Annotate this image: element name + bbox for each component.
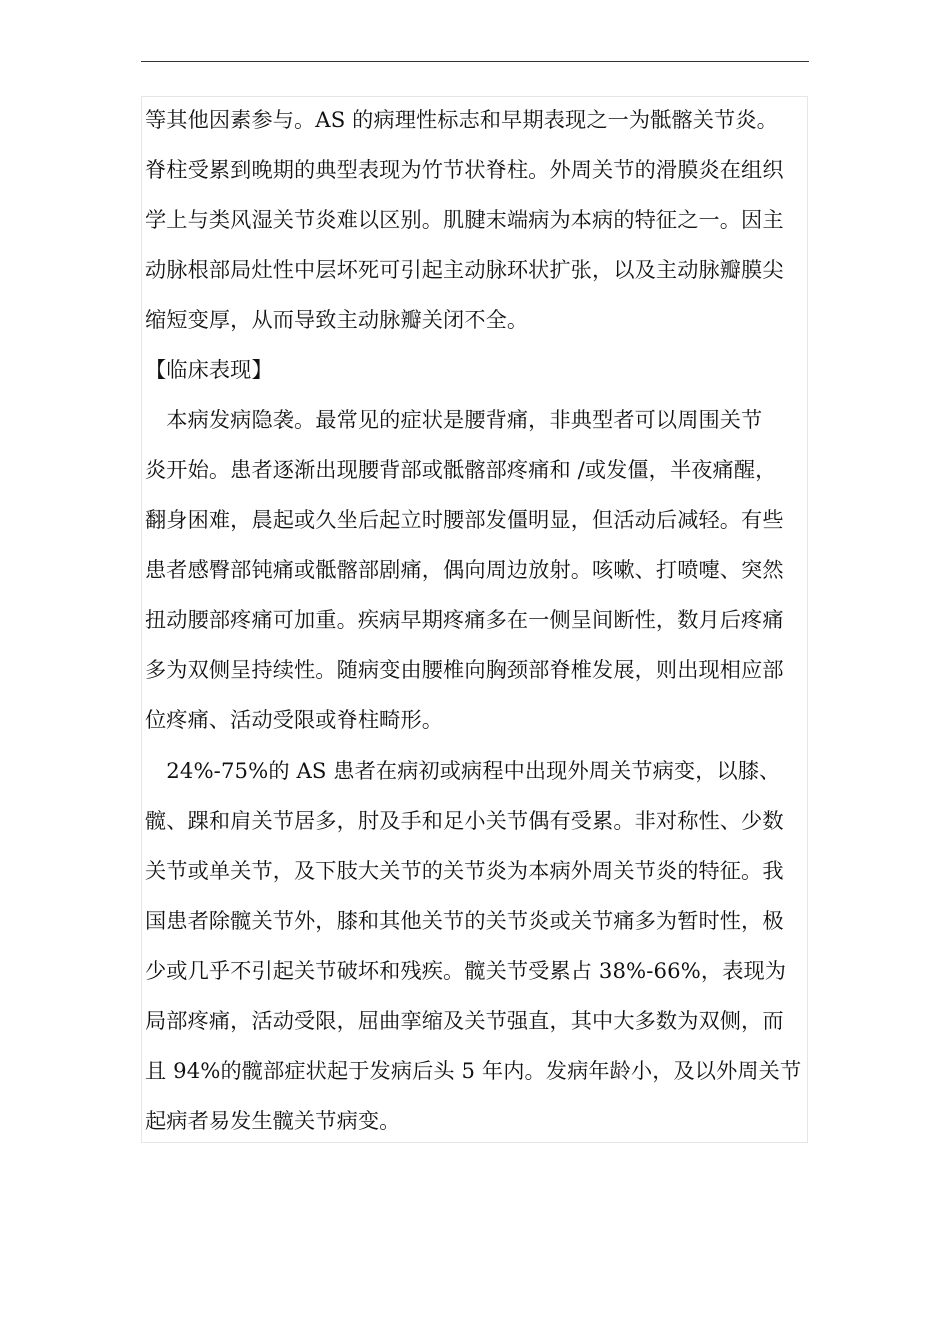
paragraph-line: 扭动腰部疼痛可加重。疾病早期疼痛多在一侧呈间断性，数月后疼痛 [145, 607, 784, 632]
section-heading: 【临床表现】 [145, 357, 273, 382]
paragraph-line: 本病发病隐袭。最常见的症状是腰背痛，非典型者可以周围关节 [145, 407, 763, 432]
paragraph-line: 脊柱受累到晚期的典型表现为竹节状脊柱。外周关节的滑膜炎在组织 [145, 157, 784, 182]
paragraph-line: 起病者易发生髋关节病变。 [145, 1108, 401, 1133]
paragraph-line: 局部疼痛，活动受限，屈曲挛缩及关节强直，其中大多数为双侧，而 [145, 1008, 784, 1033]
paragraph-line: 炎开始。患者逐渐出现腰背部或骶髂部疼痛和 /或发僵，半夜痛醒， [145, 457, 777, 482]
paragraph-line: 动脉根部局灶性中层坏死可引起主动脉环状扩张，以及主动脉瓣膜尖 [145, 257, 784, 282]
paragraph-line: 翻身困难，晨起或久坐后起立时腰部发僵明显，但活动后减轻。有些 [145, 507, 784, 532]
paragraph-line: 24%-75%的 AS 患者在病初或病程中出现外周关节病变，以膝、 [145, 758, 781, 783]
paragraph-line: 位疼痛、活动受限或脊柱畸形。 [145, 707, 444, 732]
paragraph-line: 国患者除髋关节外，膝和其他关节的关节炎或关节痛多为暂时性，极 [145, 908, 784, 933]
paragraph-line: 等其他因素参与。AS 的病理性标志和早期表现之一为骶髂关节炎。 [145, 107, 778, 132]
paragraph-line: 关节或单关节，及下肢大关节的关节炎为本病外周关节炎的特征。我 [145, 858, 784, 883]
paragraph-line: 患者感臀部钝痛或骶髂部剧痛，偶向周边放射。咳嗽、打喷嚏、突然 [145, 557, 784, 582]
paragraph-line: 少或几乎不引起关节破坏和残疾。髋关节受累占 38%-66%，表现为 [145, 958, 787, 983]
paragraph-line: 缩短变厚，从而导致主动脉瓣关闭不全。 [145, 307, 529, 332]
header-rule [141, 61, 809, 62]
paragraph-line: 学上与类风湿关节炎难以区别。肌腱末端病为本病的特征之一。因主 [145, 207, 784, 232]
paragraph-line: 且 94%的髋部症状起于发病后头 5 年内。发病年龄小，及以外周关节 [145, 1058, 802, 1083]
paragraph-line: 多为双侧呈持续性。随病变由腰椎向胸颈部脊椎发展，则出现相应部 [145, 657, 784, 682]
paragraph-line: 髋、踝和肩关节居多，肘及手和足小关节偶有受累。非对称性、少数 [145, 808, 784, 833]
